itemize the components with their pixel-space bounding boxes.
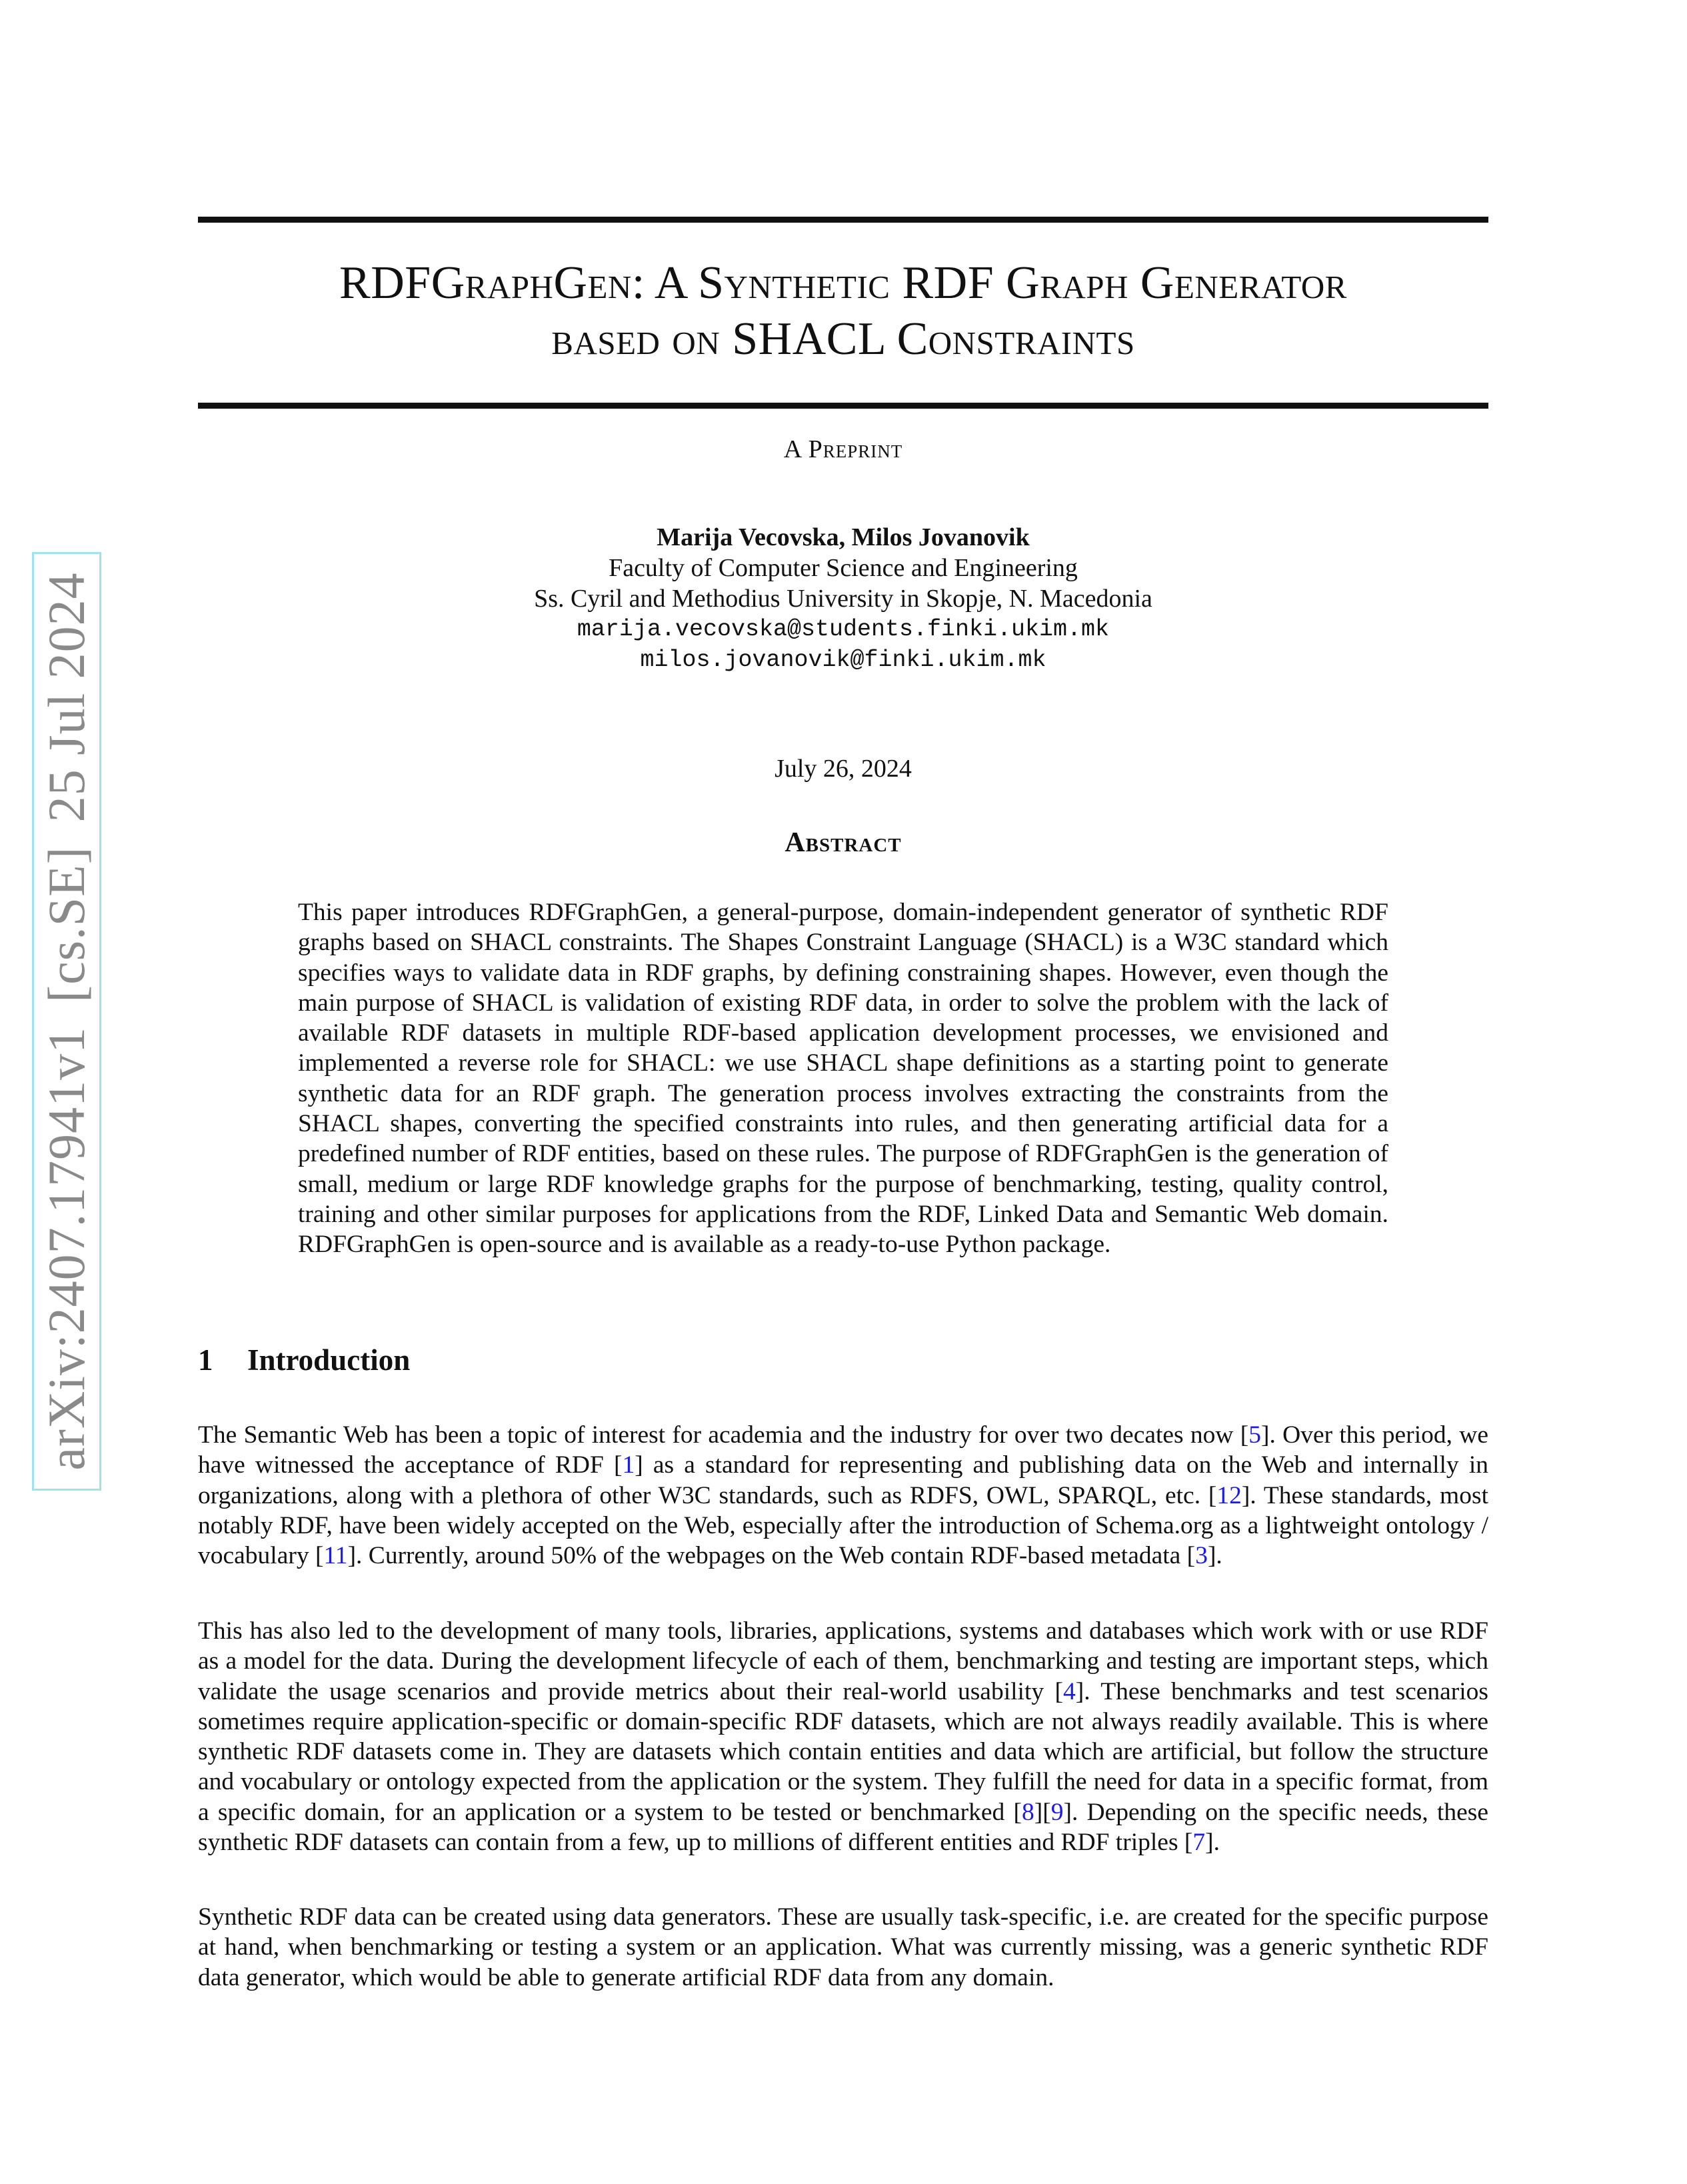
title-line-2: based on SHACL Constraints <box>551 313 1135 365</box>
intro-paragraph-1: The Semantic Web has been a topic of interest for academia and the industry for over two decates now [5]. Over this period, we have witnessed the acceptance of RDF [1] as a standard for representing and publishing data on the Web and internally in organizations, along with a plethora of other W3C standards, such as RDFS, OWL, SPARQL, etc. [12]. These standards, most notably RDF, have been widely accepted on the Web, especially after the introduction of Schema.org as a lightweight ontology / vocabulary [11]. Currently, around 50% of the webpages on the Web contain RDF-based metadata [3]. <box>198 1421 1488 1570</box>
author-email-1[interactable]: marija.vecovska@students.finki.ukim.mk <box>577 616 1110 643</box>
arxiv-category: [cs.SE] <box>37 846 95 1003</box>
paper-title <box>198 255 1488 367</box>
preprint-label: A Preprint <box>783 435 903 463</box>
intro-paragraph-2: This has also led to the development of many tools, libraries, applications, systems and databases which work with or use RDF as a model for the data. During the development lifecycle of each of them, benchmarking and testing are important steps, which validate the usage scenarios and provide metrics about their real-world usability [4]. These benchmarks and test scenarios sometimes require application-specific or domain-specific RDF datasets, which are not always readily available. This is where synthetic RDF datasets come in. They are datasets which contain entities and data which are artificial, but follow the structure and vocabulary or ontology expected from the application or the system. They fulfill the need for data in a specific format, from a specific domain, for an application or a system to be tested or benchmarked [8][9]. Depending on the specific needs, these synthetic RDF datasets can contain from a few, up to millions of different entities and RDF triples [7]. <box>198 1617 1489 1857</box>
author-email-2[interactable]: milos.jovanovik@finki.ukim.mk <box>640 647 1046 673</box>
title-rule-bottom <box>198 403 1488 409</box>
citation-link[interactable]: 5 <box>1248 1421 1261 1449</box>
arxiv-stamp-text <box>37 572 97 1470</box>
author-faculty: Faculty of Computer Science and Engineering <box>609 554 1078 582</box>
citation-link[interactable]: 3 <box>1195 1542 1208 1570</box>
author-university: Ss. Cyril and Methodius University in Skopje, N. Macedonia <box>534 585 1152 613</box>
citation-link[interactable]: 12 <box>1216 1481 1242 1509</box>
title-line-1: RDFGraphGen: A Synthetic RDF Graph Generator <box>339 257 1347 309</box>
abstract-heading: Abstract <box>785 827 902 858</box>
section-number: 1 <box>198 1343 213 1377</box>
citation-link[interactable]: 4 <box>1062 1677 1076 1705</box>
section-title: Introduction <box>247 1343 411 1377</box>
title-rule-top <box>198 217 1488 223</box>
citation-link[interactable]: 8 <box>1021 1798 1034 1826</box>
abstract-text: This paper introduces RDFGraphGen, a general-purpose, domain-independent generator of synthetic RDF graphs based on SHACL constraints. The Shapes Constraint Language (SHACL) is a W3C standard which specifies ways to validate data in RDF graphs, by defining constraining shapes. However, even though the main purpose of SHACL is validation of existing RDF data, in order to solve the problem with the lack of available RDF datasets in multiple RDF-based application development processes, we envisioned and implemented a reverse role for SHACL: we use SHACL shape definitions as a starting point to generate synthetic data for an RDF graph. The generation process involves extracting the constraints from the SHACL shapes, converting the specified constraints into rules, and then generating artificial data for a predefined number of RDF entities, based on these rules. The purpose of RDFGraphGen is the generation of small, medium or large RDF knowledge graphs for the purpose of benchmarking, testing, quality control, training and other similar purposes for applications from the RDF, Linked Data and Semantic Web domain. RDFGraphGen is open-source and is available as a ready-to-use Python package. <box>298 899 1388 1259</box>
arxiv-stamp <box>32 552 101 1491</box>
section-heading-introduction <box>198 1343 410 1377</box>
citation-link[interactable]: 11 <box>323 1542 348 1570</box>
paper-date: July 26, 2024 <box>775 755 912 783</box>
arxiv-date: 25 Jul 2024 <box>37 572 95 823</box>
citation-link[interactable]: 7 <box>1192 1829 1206 1857</box>
intro-paragraph-3: Synthetic RDF data can be created using data generators. These are usually task-specific, i.e. are created for the specific purpose at hand, when benchmarking or testing a system or an application. What was currently missing, was a generic synthetic RDF data generator, which would be able to generate artificial RDF data from any domain. <box>198 1903 1488 1991</box>
citation-link[interactable]: 1 <box>622 1451 635 1479</box>
author-block <box>198 522 1488 675</box>
author-names: Marija Vecovska, Milos Jovanovik <box>657 523 1030 551</box>
citation-link[interactable]: 9 <box>1050 1798 1064 1826</box>
arxiv-id: arXiv:2407.17941v1 <box>37 1026 95 1471</box>
